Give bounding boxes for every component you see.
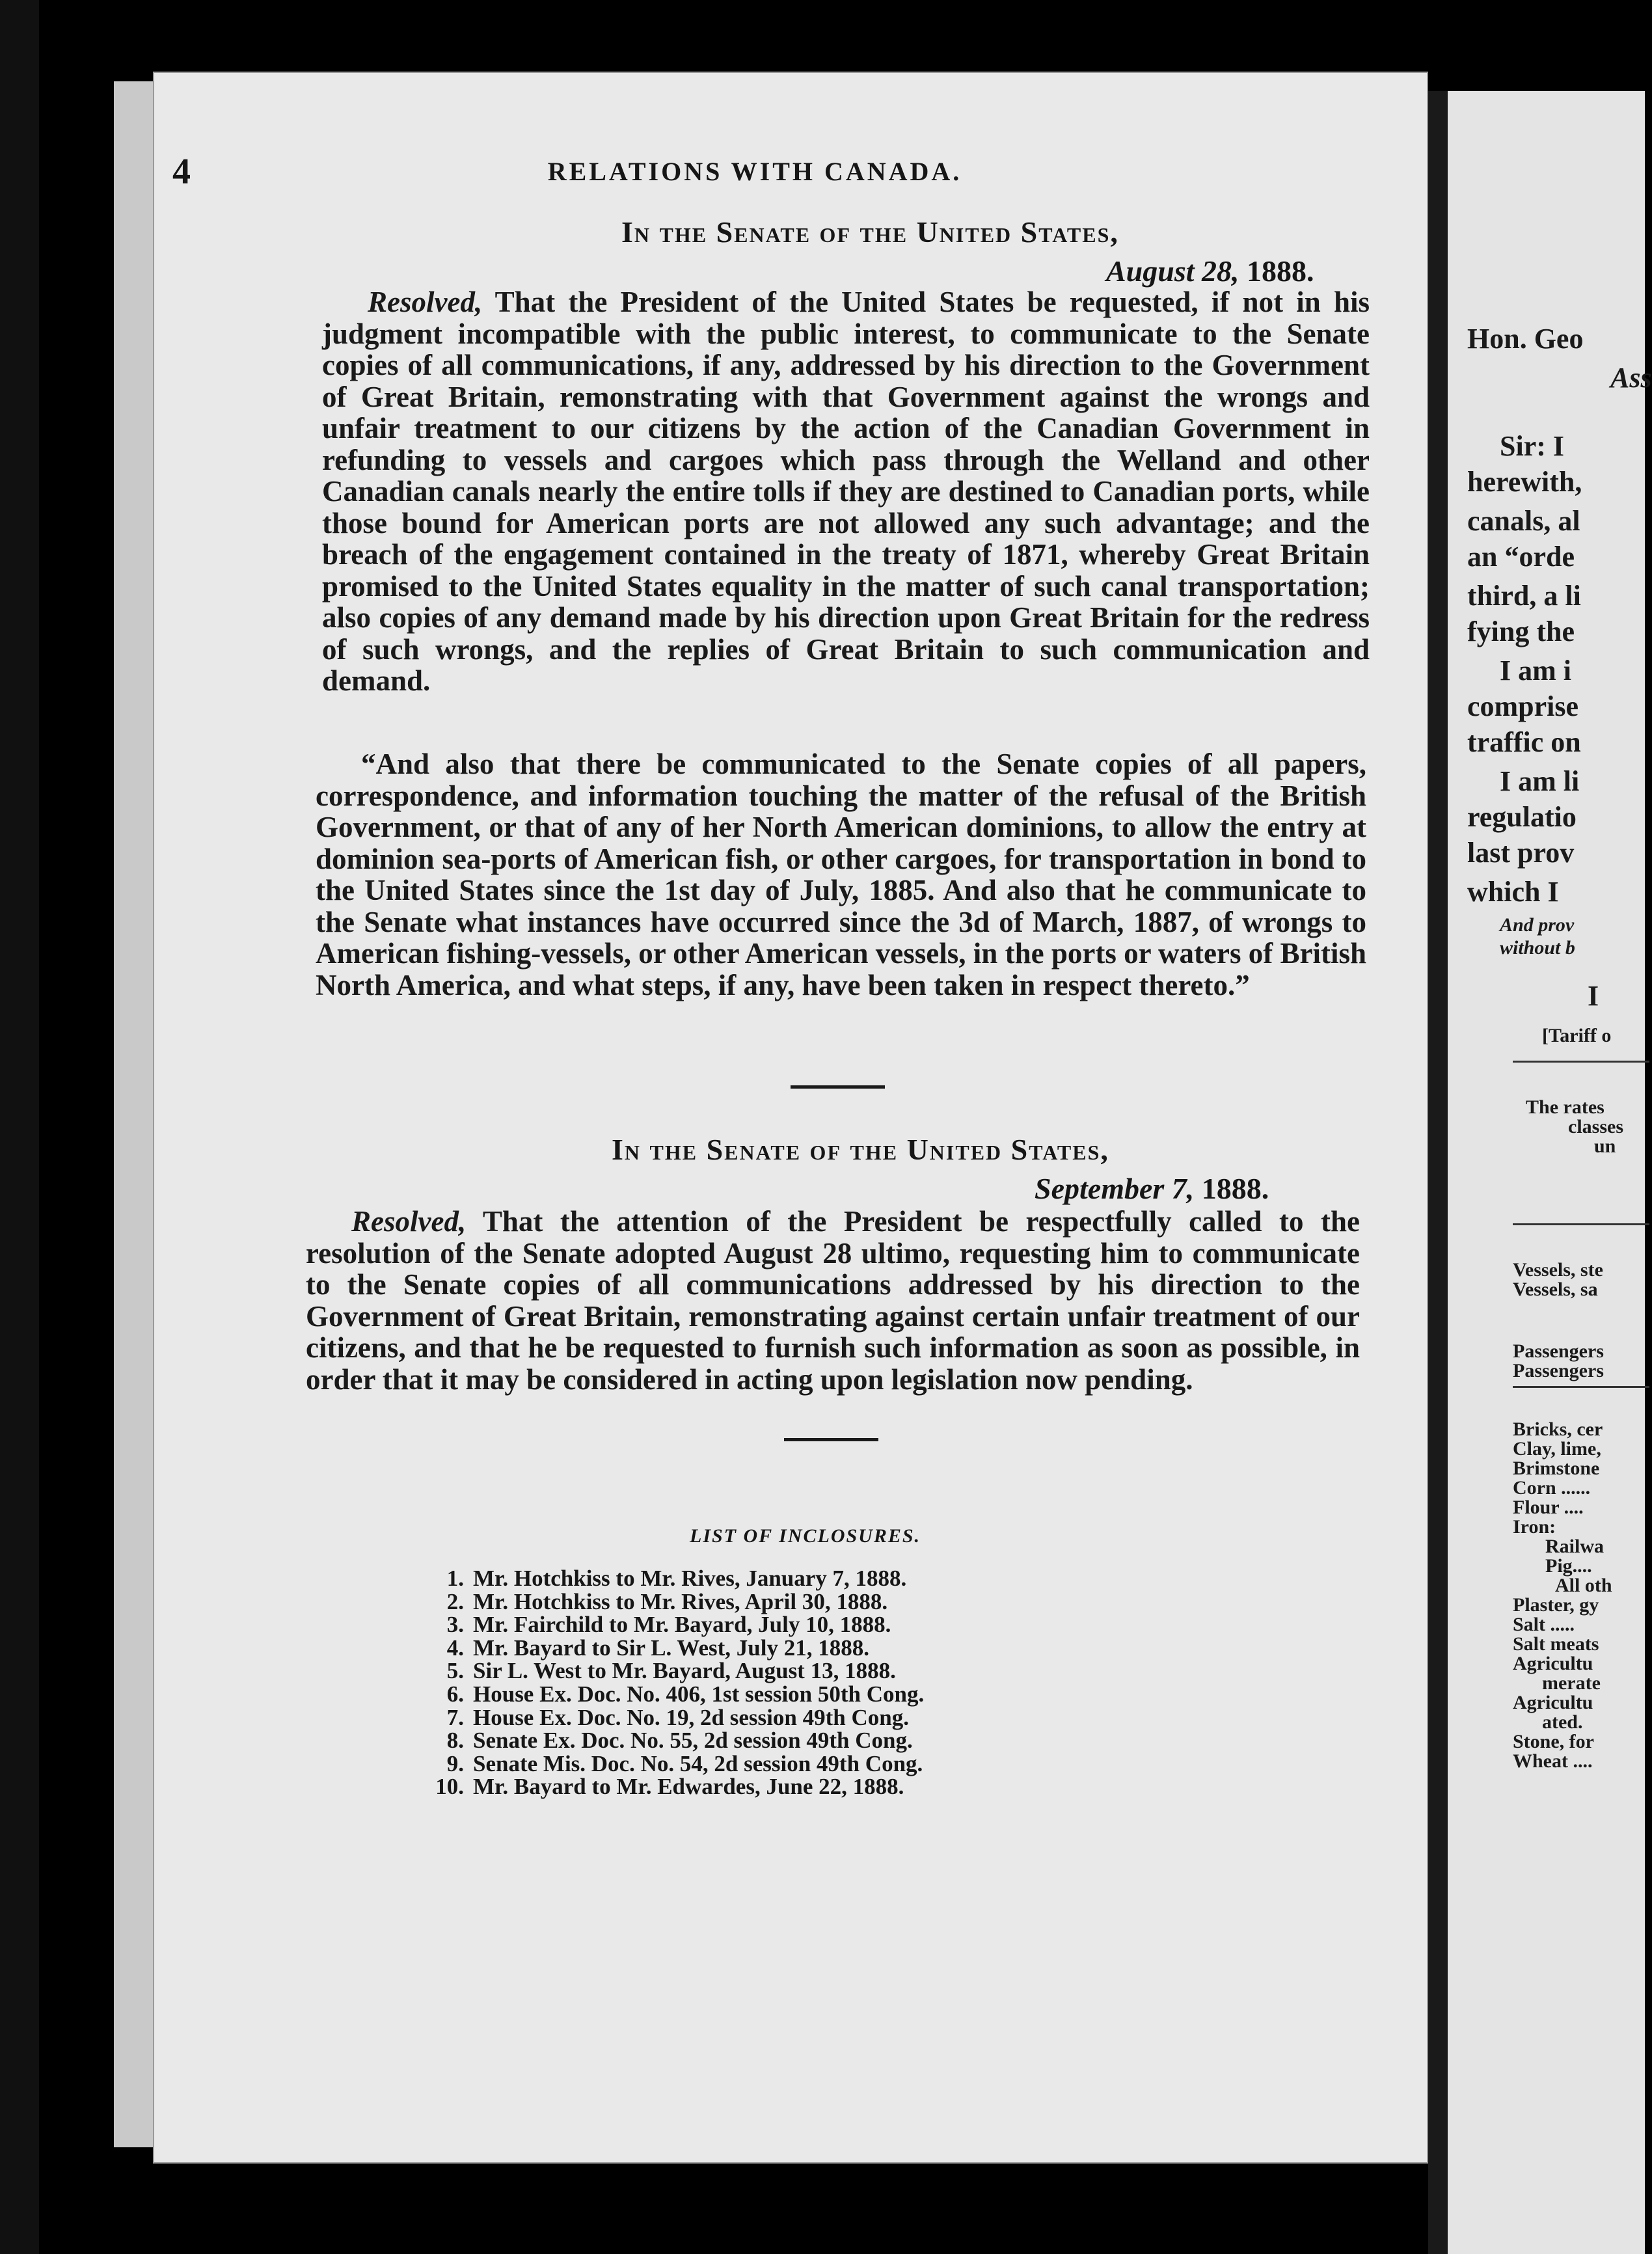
- list-item-number: 7.: [446, 1704, 464, 1730]
- facing-page-line: I am i: [1500, 655, 1571, 686]
- facing-page-line: ated.: [1542, 1711, 1583, 1733]
- facing-page-line: which I: [1467, 876, 1559, 908]
- date-year: 1888.: [1239, 254, 1314, 288]
- facing-page-line: Passengers: [1513, 1360, 1604, 1381]
- book-binding: [0, 0, 39, 2254]
- list-item-text: Mr. Fairchild to Mr. Bayard, July 10, 1888.: [473, 1612, 891, 1638]
- list-item-number: 10.: [435, 1774, 464, 1800]
- list-item-text: House Ex. Doc. No. 19, 2d session 49th Cong.: [473, 1704, 909, 1730]
- facing-page-line: classes: [1568, 1116, 1623, 1137]
- facing-page-line: [Tariff o: [1542, 1025, 1612, 1046]
- facing-page-line: I: [1588, 980, 1599, 1012]
- facing-page-line: Vessels, sa: [1513, 1279, 1598, 1300]
- resolved-lead: Resolved,: [351, 1205, 467, 1238]
- facing-page-line: an “orde: [1467, 541, 1575, 573]
- list-item-text: Senate Mis. Doc. No. 54, 2d session 49th Cong.: [473, 1750, 923, 1776]
- facing-page-line: Flour ....: [1513, 1497, 1584, 1518]
- list-item: [426, 1775, 1155, 1799]
- list-item: [426, 1590, 1155, 1614]
- resolution-paragraph-1: [322, 286, 1370, 697]
- list-item: [426, 1752, 1155, 1776]
- facing-page-line: canals, al: [1467, 505, 1580, 537]
- page-number: 4: [172, 152, 191, 192]
- facing-page-line: traffic on: [1467, 726, 1581, 758]
- list-item: [426, 1613, 1155, 1636]
- list-item-text: Sir L. West to Mr. Bayard, August 13, 1888.: [473, 1658, 896, 1684]
- facing-page-line: Hon. Geo: [1467, 323, 1584, 355]
- facing-page-line: herewith,: [1467, 466, 1582, 498]
- list-item-number: 4.: [446, 1635, 464, 1661]
- list-item-text: Mr. Hotchkiss to Mr. Rives, January 7, 1888.: [473, 1566, 907, 1591]
- page-edge: [114, 81, 155, 2147]
- facing-page: [1448, 91, 1652, 2254]
- facing-page-line: Sir: I: [1500, 430, 1564, 462]
- facing-page-line: Agricultu: [1513, 1653, 1593, 1674]
- date-month-day: September 7,: [1035, 1172, 1195, 1205]
- resolution-paragraph-3: [306, 1206, 1360, 1395]
- list-item-text: House Ex. Doc. No. 406, 1st session 50th Cong.: [473, 1681, 925, 1707]
- list-item-number: 3.: [446, 1612, 464, 1638]
- list-item-number: 5.: [446, 1658, 464, 1684]
- facing-page-line: Ass: [1610, 362, 1652, 394]
- facing-page-rule: [1513, 1386, 1649, 1388]
- facing-page-line: Salt .....: [1513, 1614, 1575, 1635]
- facing-page-line: un: [1594, 1135, 1616, 1157]
- facing-page-line: I am li: [1500, 765, 1580, 797]
- facing-page-line: Stone, for: [1513, 1731, 1594, 1752]
- list-item: [426, 1659, 1155, 1683]
- list-item-number: 6.: [446, 1681, 464, 1707]
- list-item-text: Mr. Bayard to Mr. Edwardes, June 22, 1888.: [473, 1774, 904, 1800]
- list-item-number: 9.: [446, 1750, 464, 1776]
- facing-page-rule: [1513, 1061, 1649, 1063]
- list-item-text: Mr. Bayard to Sir L. West, July 21, 1888.: [473, 1635, 869, 1661]
- facing-page-line: And prov: [1500, 914, 1575, 936]
- list-item-text: Mr. Hotchkiss to Mr. Rives, April 30, 1888.: [473, 1588, 888, 1614]
- senate-heading-1: In the Senate of the United States,: [621, 215, 1119, 249]
- list-item-number: 8.: [446, 1728, 464, 1754]
- facing-page-line: Brimstone: [1513, 1458, 1600, 1479]
- book-gutter: [1428, 91, 1448, 2254]
- resolved-lead: Resolved,: [368, 286, 483, 318]
- facing-page-line: Passengers: [1513, 1340, 1604, 1362]
- date-month-day: August 28,: [1106, 254, 1239, 288]
- facing-page-line: All oth: [1555, 1575, 1612, 1596]
- running-title: RELATIONS WITH CANADA.: [547, 157, 962, 186]
- list-item-number: 2.: [446, 1588, 464, 1614]
- facing-page-rule: [1513, 1223, 1649, 1225]
- facing-page-line: comprise: [1467, 690, 1579, 722]
- facing-page-line: Iron:: [1513, 1516, 1556, 1538]
- list-item: [426, 1683, 1155, 1706]
- senate-date-1: [1106, 254, 1314, 288]
- list-item: [426, 1706, 1155, 1730]
- facing-page-line: Bricks, cer: [1513, 1419, 1603, 1440]
- senate-heading-2: In the Senate of the United States,: [612, 1133, 1109, 1166]
- paragraph-text: “And also that there be communicated to the Senate copies of all papers, correspondence, and information touching the matter of the refusal of the British Government, or that of any of her North American dominions, to allow the entry at dominion sea-ports of American fish, or other cargoes, for transportation in bond to the United States since the 1st day of July, 1885. And also that he communicate to the Senate what instances have occurred since the 3d of March, 1887, of wrongs to American fishing-vessels, or other American vessels, in the ports or waters of British North America, and what steps, if any, have been taken in respect thereto.”: [316, 748, 1366, 1001]
- facing-page-line: Pig....: [1545, 1555, 1592, 1577]
- facing-page-line: Salt meats: [1513, 1633, 1599, 1655]
- facing-page-line: Agricultu: [1513, 1692, 1593, 1713]
- list-item: [426, 1567, 1155, 1590]
- facing-page-line: Plaster, gy: [1513, 1594, 1599, 1616]
- paragraph-text: That the attention of the President be respectfully called to the resolution of the Senate adopted August 28 ultimo, requesting him to communicate to the Senate copies of all communications addressed by his direction to the Government of Great Britain, remonstrating against certain unfair treatment of our citizens, and that he be requested to furnish such information as soon as possible, in order that it may be considered in acting upon legislation now pending.: [306, 1205, 1361, 1396]
- list-item: [426, 1636, 1155, 1660]
- facing-page-line: without b: [1500, 937, 1575, 958]
- facing-page-line: fying the: [1467, 616, 1575, 647]
- facing-page-line: Clay, lime,: [1513, 1438, 1601, 1460]
- list-item: [426, 1729, 1155, 1752]
- facing-page-line: The rates: [1526, 1096, 1605, 1118]
- section-divider: [791, 1085, 885, 1089]
- running-head: [172, 151, 1337, 190]
- date-year: 1888.: [1194, 1172, 1269, 1205]
- facing-page-line: merate: [1542, 1672, 1601, 1694]
- facing-page-line: third, a li: [1467, 580, 1581, 612]
- inclosures-title: LIST OF INCLOSURES.: [690, 1525, 921, 1547]
- resolution-paragraph-2: [316, 748, 1366, 1001]
- senate-date-2: [1035, 1171, 1269, 1206]
- list-item-number: 1.: [446, 1566, 464, 1591]
- section-divider: [784, 1438, 878, 1441]
- facing-page-line: Corn ......: [1513, 1477, 1591, 1499]
- inclosures-list: [426, 1567, 1155, 1799]
- facing-page-line: regulatio: [1467, 801, 1577, 833]
- facing-page-line: Railwa: [1545, 1536, 1604, 1557]
- facing-page-line: Wheat ....: [1513, 1750, 1593, 1772]
- paragraph-text: That the President of the United States be requested, if not in his judgment incompatible with the public interest, to communicate to the Senate copies of all communications, if any, addressed by his direction to the Government of Great Britain, remonstrating with that Government against the wrongs and unfair treatment to our citizens by the action of the Canadian Government in refunding to vessels and cargoes which pass through the Welland and other Canadian canals nearly the entire tolls if they are destined to Canadian ports, while those bound for American ports are not allowed any such advantage; and the breach of the engagement contained in the treaty of 1871, whereby Great Britain promised to the United States equality in the matter of such canal transportation; also copies of any demand made by his direction upon Great Britain for the redress of such wrongs, and the replies of Great Britain to such communication and demand.: [322, 286, 1370, 697]
- list-item-text: Senate Ex. Doc. No. 55, 2d session 49th Cong.: [473, 1728, 913, 1754]
- facing-page-line: last prov: [1467, 837, 1575, 869]
- facing-page-line: Vessels, ste: [1513, 1259, 1603, 1281]
